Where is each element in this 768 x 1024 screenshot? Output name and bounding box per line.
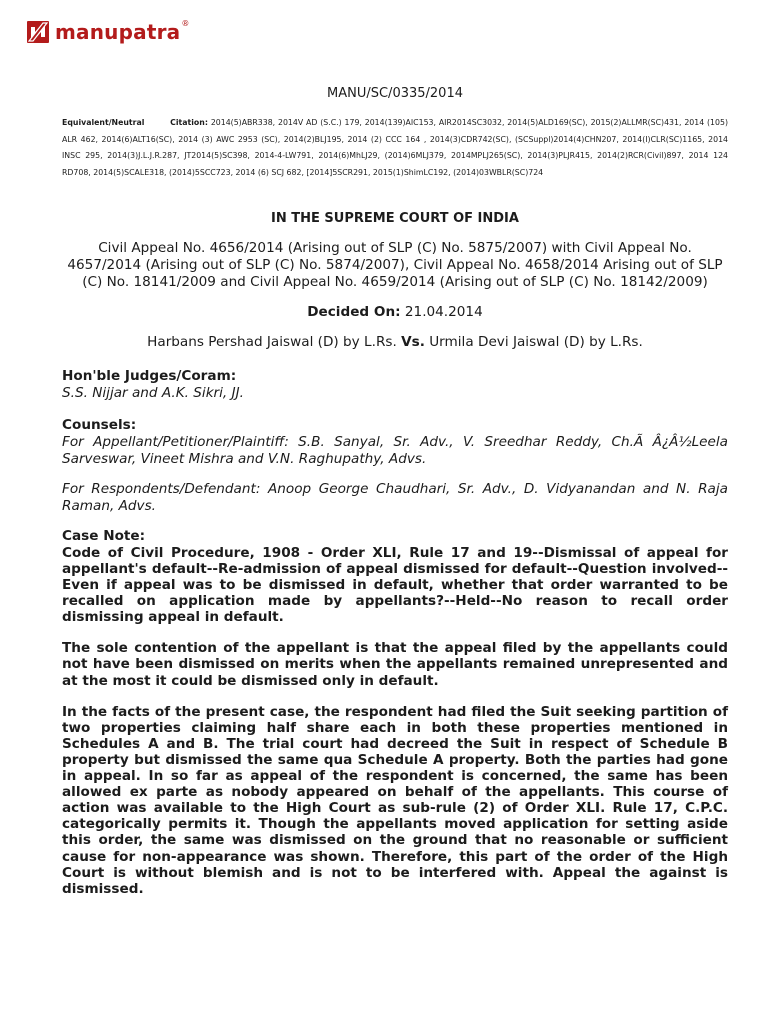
- equivalent-label: Equivalent/Neutral: [62, 118, 145, 127]
- manupatra-logo: [26, 20, 189, 44]
- respondent-counsel: For Respondents/Defendant: Anoop George Chaudhari, Sr. Adv., D. Vidyanandan and N. Raja Raman, Advs.: [62, 481, 728, 514]
- case-note-paragraph: The sole contention of the appellant is that the appeal filed by the appellants could not have been dismissed on merits when the appellants remained unrepresented and at the most it could be dismissed only in default.: [62, 640, 728, 689]
- equivalent-citations: [62, 115, 728, 181]
- case-parties: [62, 334, 728, 350]
- decided-on: [62, 304, 728, 320]
- equivalent-citations-text: 2014(5)ABR338, 2014V AD (S.C.) 179, 2014(139)AIC153, AIR2014SC3032, 2014(5)ALD169(SC), 2015(2)ALLMR(SC)431, 2014 (105) ALR 462, 2014(6)ALT16(SC), 2014 (3) AWC 2953 (SC), 2014(2)BLJ195, 2014 (2) CCC 164 , 2014(3)CDR742(SC), (SCSuppl)2014(4)CHN207, 2014(I)CLR(SC)1165, 2014 INSC 295, 2014(3)J.L.J.R.287, JT2014(5)SC398, 2014-4-LW791, 2014(6)MhLJ29, (2014)6MLJ379, 2014MPLJ265(SC), 2014(3)PLJR415, 2014(2)RCR(Civil)897, 2014 124 RD708, 2014(5)SCALE318, (2014)5SCC723, 2014 (6) SCJ 682, [2014]5SCR291, 2015(1)ShimLC192, (2014)03WBLR(SC)724: [62, 118, 728, 177]
- manupatra-logo-icon: [26, 20, 50, 44]
- registered-mark: ®: [181, 18, 190, 28]
- appellant-name: Harbans Pershad Jaiswal (D) by L.Rs.: [147, 334, 397, 351]
- counsels-heading: Counsels:: [62, 417, 137, 434]
- citation-id: MANU/SC/0335/2014: [327, 86, 463, 101]
- judges-names: S.S. Nijjar and A.K. Sikri, JJ.: [62, 384, 244, 401]
- case-note-paragraph: In the facts of the present case, the respondent had filed the Suit seeking partition of two properties claiming half share each in both these properties mentioned in Schedules A and B. The trial court had decreed the Suit in respect of Schedule B property but dismissed the same qua Schedule A property. Both the parties had gone in appeal. In so far as appeal of the respondent is concerned, the same has been allowed ex parte as nobody appeared on behalf of the appellants. This course of action was available to the High Court as sub-rule (2) of Order XLI. Rule 17, C.P.C. categorically permits it. Though the appellants moved application for setting aside this order, the same was dismissed on the ground that no reasonable or sufficient cause for non-appearance was shown. Therefore, this part of the order of the High Court is without blemish and is not to be interfered with. Appeal the against is dismissed.: [62, 703, 728, 897]
- appellant-counsel: For Appellant/Petitioner/Plaintiff: S.B. Sanyal, Sr. Adv., V. Sreedhar Reddy, Ch.Ã Â¿Â½Leela Sarveswar, Vineet Mishra and V.N. Raghupathy, Advs.: [62, 433, 728, 467]
- decided-on-label: Decided On:: [307, 304, 401, 321]
- decided-on-date: 21.04.2014: [404, 304, 483, 321]
- appeal-numbers: Civil Appeal No. 4656/2014 (Arising out of SLP (C) No. 5875/2007) with Civil Appeal No. 4657/2014 (Arising out of SLP (C) No. 5874/2007), Civil Appeal No. 4658/2014 Arising out of SLP (C) No. 18141/2009 and Civil Appeal No. 4659/2014 (Arising out of SLP (C) No. 18142/2009): [67, 240, 723, 290]
- judgment-document: [62, 86, 728, 912]
- brand-name: manupatra: [55, 20, 181, 44]
- case-note-heading: Case Note:: [62, 528, 146, 545]
- respondent-name: Urmila Devi Jaiswal (D) by L.Rs.: [429, 334, 643, 351]
- court-name: IN THE SUPREME COURT OF INDIA: [271, 211, 519, 227]
- versus-label: Vs.: [401, 334, 425, 351]
- case-note-paragraph: Code of Civil Procedure, 1908 - Order XLI, Rule 17 and 19--Dismissal of appeal for appellant's default--Re-admission of appeal dismissed for default--Question involved--Even if appeal was to be dismissed in default, whether that order warranted to be recalled on application made by appellants?--Held--No reason to recall order dismissing appeal in default.: [62, 544, 728, 626]
- citation-label: Citation:: [170, 118, 208, 127]
- judges-heading: Hon'ble Judges/Coram:: [62, 368, 237, 385]
